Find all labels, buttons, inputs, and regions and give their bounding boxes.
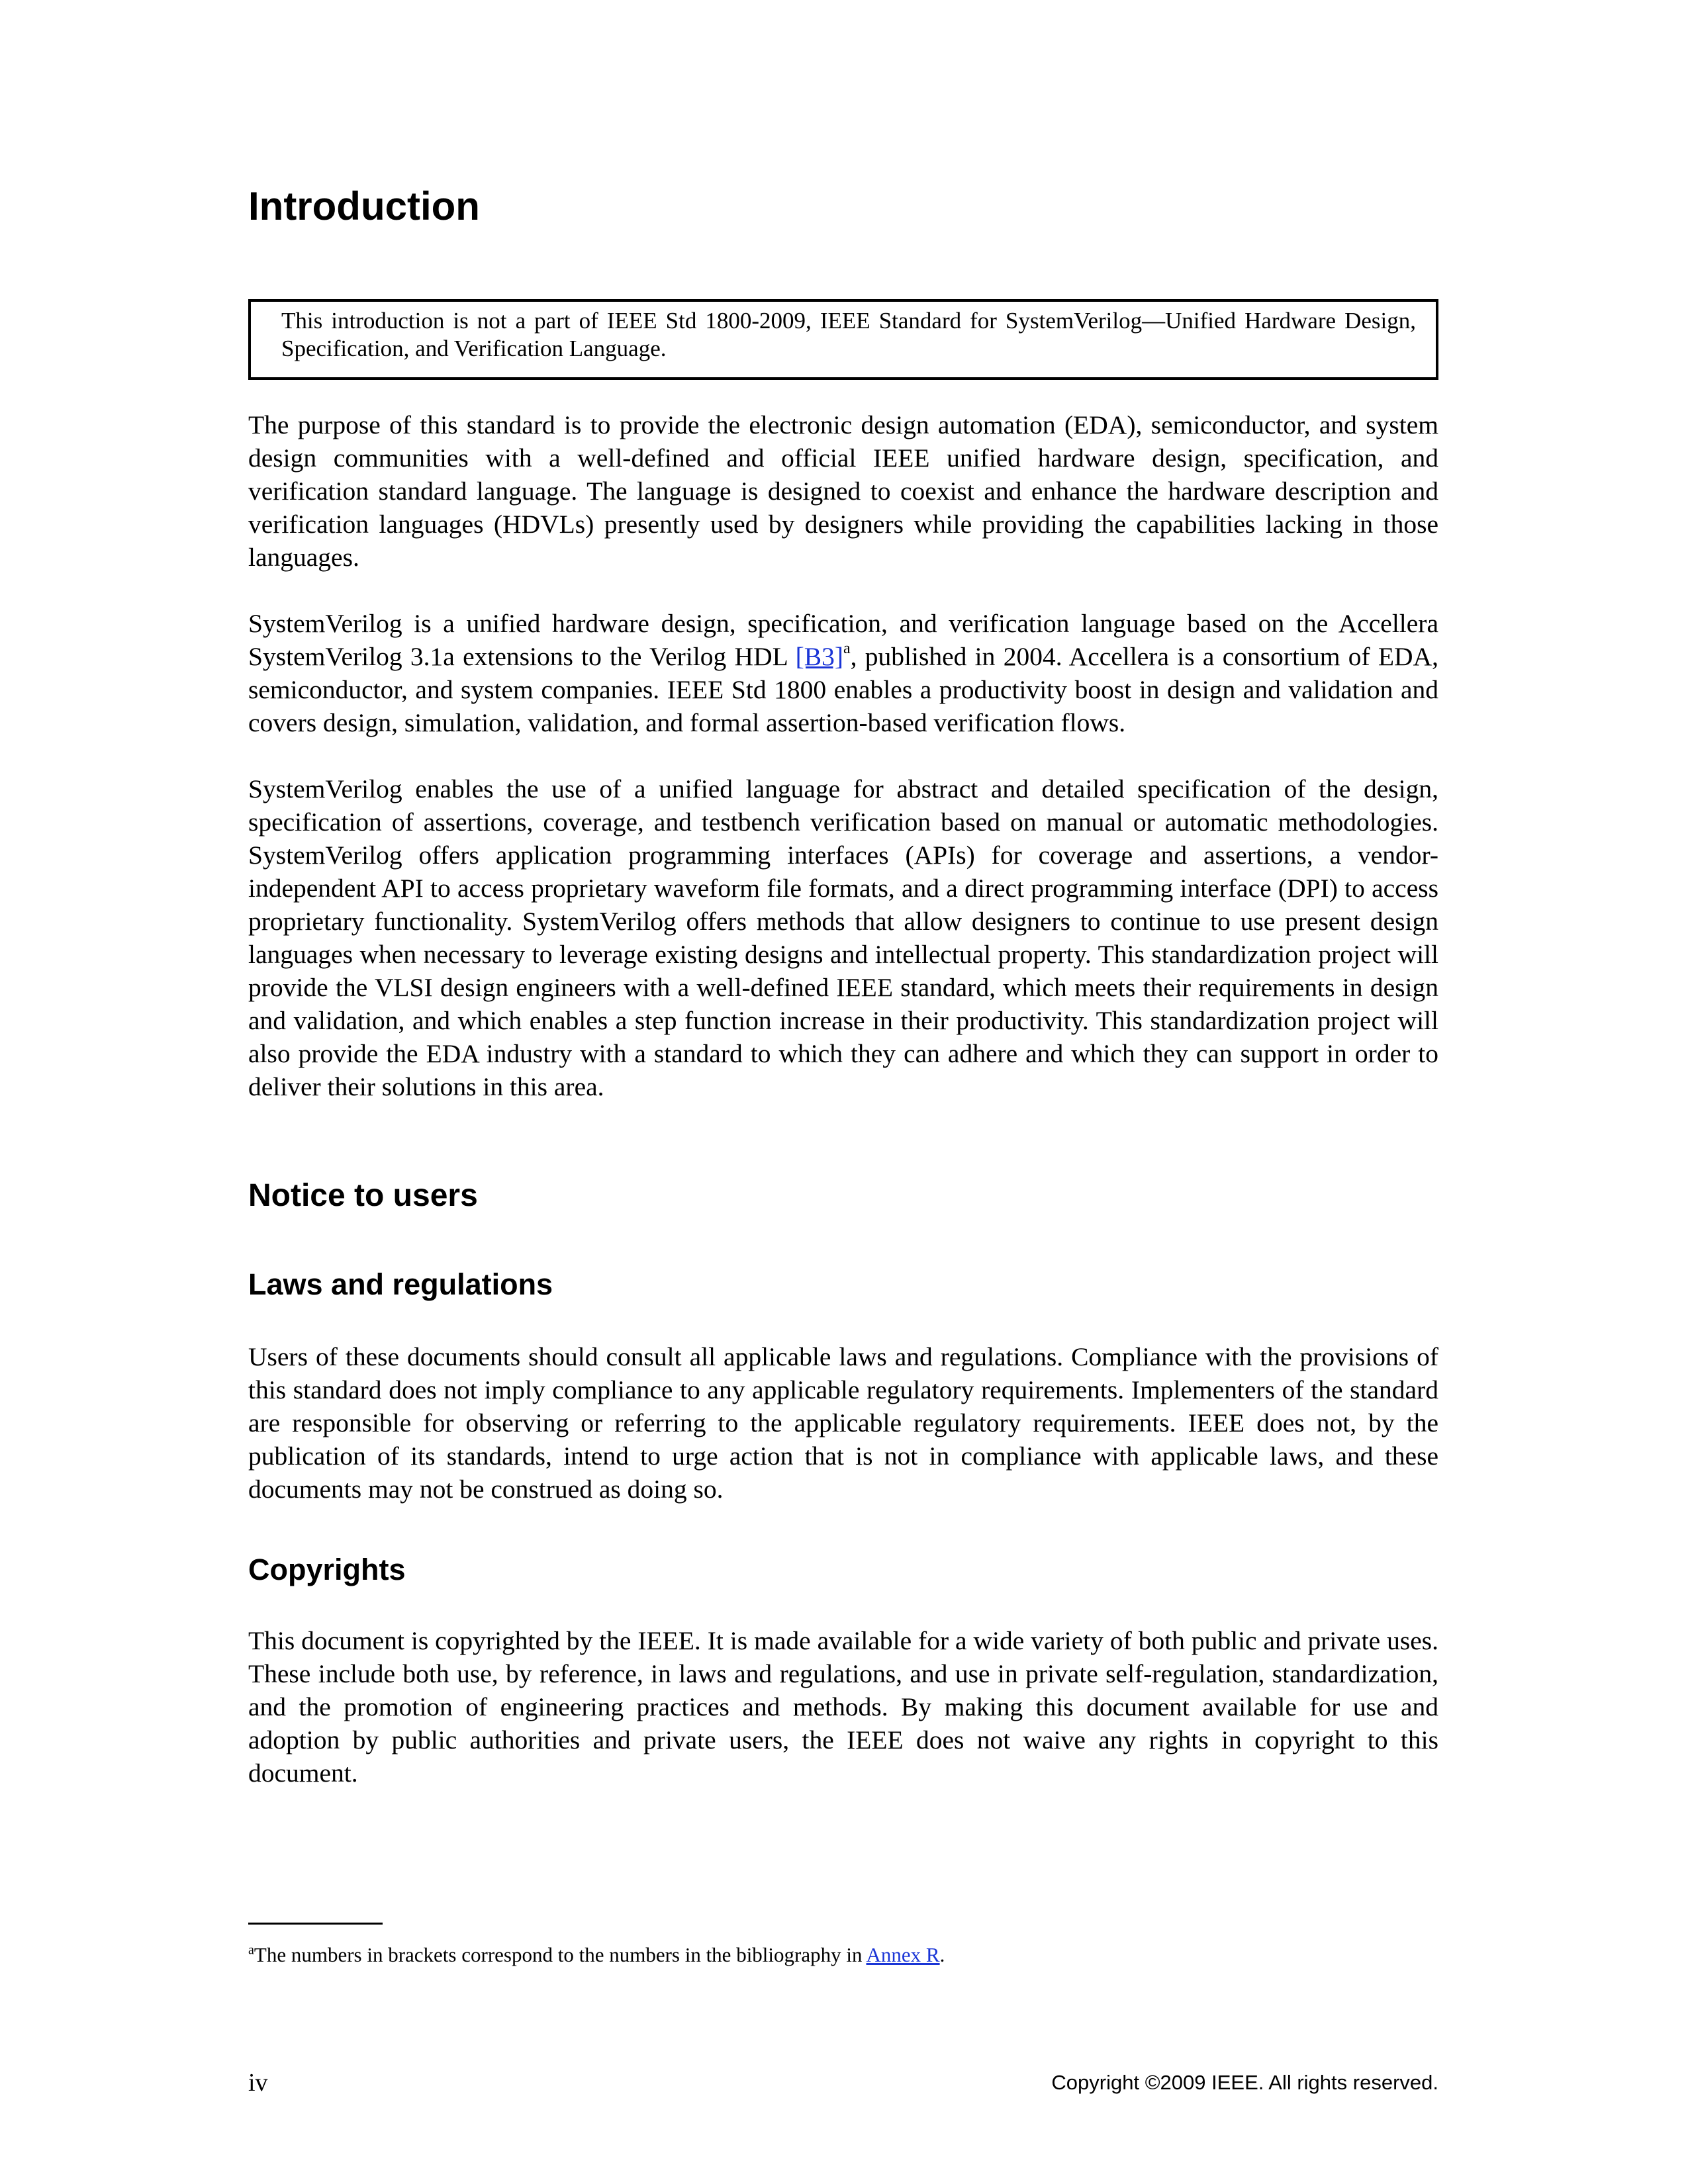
footnote-text-end: . <box>939 1943 945 1966</box>
copyright-notice: Copyright ©2009 IEEE. All rights reserved. <box>1051 2071 1438 2094</box>
footnote-divider <box>248 1923 383 1925</box>
footnote-mark: a <box>248 1942 254 1958</box>
section-heading-notice: Notice to users <box>248 1178 478 1213</box>
subsection-heading-laws: Laws and regulations <box>248 1267 553 1301</box>
subsection-heading-copyrights: Copyrights <box>248 1553 406 1586</box>
paragraph-laws: Users of these documents should consult all applicable laws and regulations. Compliance with the provisions of this standard does not imply compliance to any applicable regulatory requirements. Implementers of the standard are responsible for observing or referring to the applicable regulatory requirements. IEEE does not, by the publication of its standards, intend to urge action that is not in compliance with applicable laws, and these documents may not be construed as doing so. <box>248 1342 1438 1504</box>
annex-r-link[interactable]: Annex R <box>866 1943 940 1966</box>
paragraph-systemverilog-features: SystemVerilog enables the use of a unified language for abstract and detailed specification of the design, specification of assertions, coverage, and testbench verification based on manual or automatic methodologies. SystemVerilog offers application programming interfaces (APIs) for coverage and assertions, a vendor-independent API to access proprietary waveform file formats, and a direct programming interface (DPI) to access proprietary functionality. SystemVerilog offers methods that allow designers to continue to use present design languages when necessary to leverage existing designs and intellectual property. This standardization project will provide the VLSI design engineers with a well-defined IEEE standard, which meets their requirements in design and validation, and which enables a step function increase in their productivity. This standardization project will also provide the EDA industry with a standard to which they can adhere and which they can support in order to deliver their solutions in this area. <box>248 774 1438 1101</box>
bibliography-ref-link[interactable]: [B3] <box>795 642 843 671</box>
page-number: iv <box>248 2069 268 2097</box>
paragraph-systemverilog-overview <box>248 607 1438 739</box>
footnote <box>248 1942 945 1968</box>
note-box-text: This introduction is not a part of IEEE Std 1800-2009, IEEE Standard for SystemVerilog—Unified Hardware Design, Specification, and Verification Language. <box>281 308 1416 361</box>
paragraph-text: , published in 2004. Accellera is a consortium of EDA, semiconductor, and system companies. IEEE Std 1800 enables a productivity boost in design and validation and covers design, simulation, validation, and formal assertion-based verification flows. <box>248 642 1438 737</box>
introduction-note-box <box>248 299 1438 380</box>
paragraph-purpose: The purpose of this standard is to provide the electronic design automation (EDA), semiconductor, and system design communities with a well-defined and official IEEE unified hardware design, specification, and verification standard language. The language is designed to coexist and enhance the hardware description and verification languages (HDVLs) presently used by designers while providing the capabilities lacking in those languages. <box>248 410 1438 572</box>
footnote-text: The numbers in brackets correspond to the numbers in the bibliography in <box>254 1943 867 1966</box>
paragraph-copyrights: This document is copyrighted by the IEEE. It is made available for a wide variety of both public and private uses. These include both use, by reference, in laws and regulations, and use in private self-regulation, standardization, and the promotion of engineering practices and methods. By making this document available for use and adoption by public authorities and private users, the IEEE does not waive any rights in copyright to this document. <box>248 1626 1438 1788</box>
paragraph-text: SystemVerilog is a unified hardware design, specification, and verification language based on the Accellera SystemVerilog 3.1a extensions to the Verilog HDL <box>248 609 1438 671</box>
footnote-marker[interactable]: a <box>843 639 851 657</box>
page-title: Introduction <box>248 184 480 228</box>
